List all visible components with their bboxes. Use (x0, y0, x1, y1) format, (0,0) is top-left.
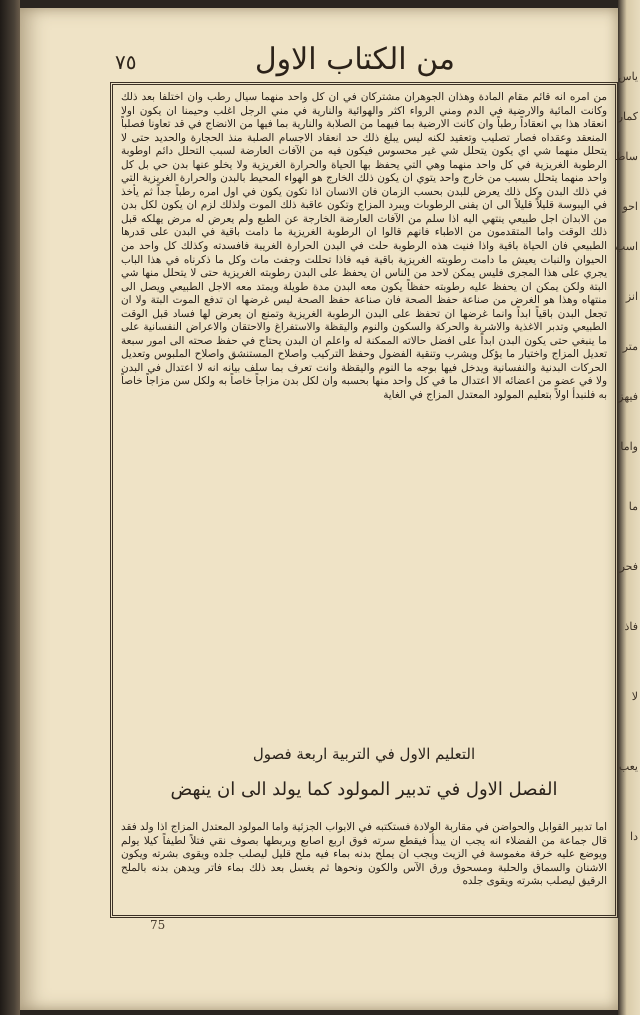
header-page-number: ٧٥ (115, 50, 137, 74)
adjacent-fragment: فحر (619, 560, 638, 573)
adjacent-fragment: احو (622, 200, 638, 213)
body-paragraph: من امره انه قائم مقام المادة وهذان الجوهران مشتركان في ان كل واحد منهما سيال رطب وان اختلفا بعد ذلك وكانت المائية والارضية في الدم ومني الرواء اكثر والهوائية والنارية في مني الرجل اغلب وحيمنا ان يكون اولا انعقاد هذا بي انعقاداً رطباً وان كانت الارضية بما فيهما من الصلابة والنارية بما فيها من الانضاج في قد تعاونا فصلباً المنعقد وعقداه فصار تصليب وتعقيد لكنه ليس يبلغ ذلك حد انعقاد الاجسام الصلبة منذ الحجارة والحديد حتى لا يتحلل منهما شي اي يكون يتحلل شي غير محسوس فيكون فيه من الآفات العارضة لسبب التحلل دائم اوطوبة الرطوبة الغريزية في كل واحد منهما وهي التي يحفظ بها الحياة والحرارة الغريزية ولا يخلو عنها بدن حي بل كل واحد منهما يتحلل بسبب من خارج واحد يتوي ان يكون ذلك الخارج هو الهواء المحيط بالبدن والحرارة الغريزية التي في ذلك البدن وكل ذلك يعرض للبدن بحسب الزمان فان الانسان اذا تكون يكون في اول امره رطباً جداً ثم يأخذ في اليبوسة قليلاً قليلاً الى ان يفنى الرطوبات ويبرد المزاج وتكون عاقبة ذلك الموت ولذلك لزم ان يكون لكل بدن من الابدان اجل طبيعي ينتهي اليه اذا سلم من الآفات العارضة الخارجة عن الطبع ولم يعرض له مرض يهلكه قبل ذلك الوقت واما المتقدمون من الاطباء فانهم قالوا ان الرطوبة الغريزية ما دامت باقية في البدن على قدرها الطبيعي فان الحياة باقية واذا فنيت هذه الرطوبة حلت في البدن الحرارة الغريبة فافسدته وكذلك كل واحد من الحيوان والنبات يعيش ما دامت رطوبته الغريزية باقية فيه فاذا تحللت وجفت مات وكل ما ذكرناه في هذا الباب يجري على هذا المجرى فليس يمكن لاحد من الناس ان يحفظ على البدن رطوبته الغريزية حتى لا يتحلل منها شي البتة ولكن يمكن ان يحفظ عليه رطوبته حفظاً يكون معه البدن مدة طويلة ويمتد معه الاجل الطبيعي ويصل الى منتهاه وهذا هو الغرض من صناعة حفظ الصحة فان صناعة حفظ الصحة ليس غرضها ان تدفع الموت البتة ولا ان تجعل البدن باقياً ابداً وانما غرضها ان تحفظ على البدن الرطوبة الغريزية وتمنع ان يعرض لها فساد قبل الوقت الطبيعي وتدبر الاغذية والاشربة والحركة والسكون والنوم واليقظة والاستفراغ والاحتقان والاعراض النفسانية على ما ينبغي حتى يكون البدن ابداً على افضل حالاته الممكنة له واعلم ان البدن يحتاج في حفظ صحته الى امور سبعة تعديل المزاج واختيار ما يؤكل ويشرب وتنقية الفضول وحفظ التركيب واصلاح المستنشق واصلاح الملبوس وتعديل الحركات البدنية والنفسانية ويدخل فيها بوجه ما النوم واليقظة وانت تعرف بما سلف بيانه انه لا اعتدال في البدن ولا في عضو من اعضائه الا اعتدال ما في كل واحد منها بحسبه وان لكل بدن مزاجاً خاصاً به ولكل سن مزاجاً خاصاً به فلنبدأ اولاً بتعليم المولود المعتدل المزاج في الغاية (121, 91, 607, 402)
book-spine-shadow (0, 0, 20, 1015)
section-body-text (121, 821, 607, 905)
footer-page-number: 75 (150, 918, 166, 932)
main-body-text (121, 91, 607, 761)
adjacent-page-edge (614, 0, 640, 1015)
book-page (20, 8, 618, 1010)
adjacent-fragment: فيهز (618, 390, 638, 403)
section-heading: الفصل الاول في تدبير المولود كما يولد الى ان ينهض (170, 779, 558, 800)
adjacent-fragment: واما (620, 440, 638, 453)
adjacent-fragment: ما (628, 500, 638, 513)
adjacent-fragment: متر (622, 340, 638, 353)
adjacent-fragment: يعب (618, 760, 638, 773)
page-header (115, 44, 615, 84)
adjacent-fragment: انز (625, 290, 638, 303)
adjacent-fragment: اسب (614, 240, 638, 253)
text-frame (110, 82, 618, 918)
running-title: من الكتاب الاول (254, 42, 455, 77)
section-paragraph: اما تدبير القوابل والحواضن في مقاربة الولادة فستكتبه في الابواب الجزئية واما المولود المعتدل المزاج اذا ولد فقد قال جماعة من الفضلاء انه يجب ان يبدأ فيقطع سرته فوق اربع اصابع ويربطها بصوف نقي فتلاً لطيفاً كيلا يولم ويوضع عليه خرقة مغموسة في الزيت ويجب ان يملح بدنه بماء فيه ملح قليل ليصلب جلده ويقوى بشرته ويكون الاشنان والسماق والحلبة ومسحوق ورق الآس والكون ونحوها ثم يغسل بعد ذلك بماء فاتر ويدهن بدنه بالملح الرقيق ليصلب بشرته ويقوى جلده (121, 821, 607, 887)
adjacent-fragment: لا (631, 690, 638, 703)
adjacent-fragment: كمار (617, 110, 638, 123)
adjacent-fragment: فاذ (624, 620, 638, 633)
adjacent-fragment: دا (630, 830, 638, 843)
adjacent-fragment: ساط (615, 150, 638, 163)
chapter-heading: التعليم الاول في التربية اربعة فصول (252, 745, 476, 763)
adjacent-fragment: ياس (618, 70, 638, 83)
